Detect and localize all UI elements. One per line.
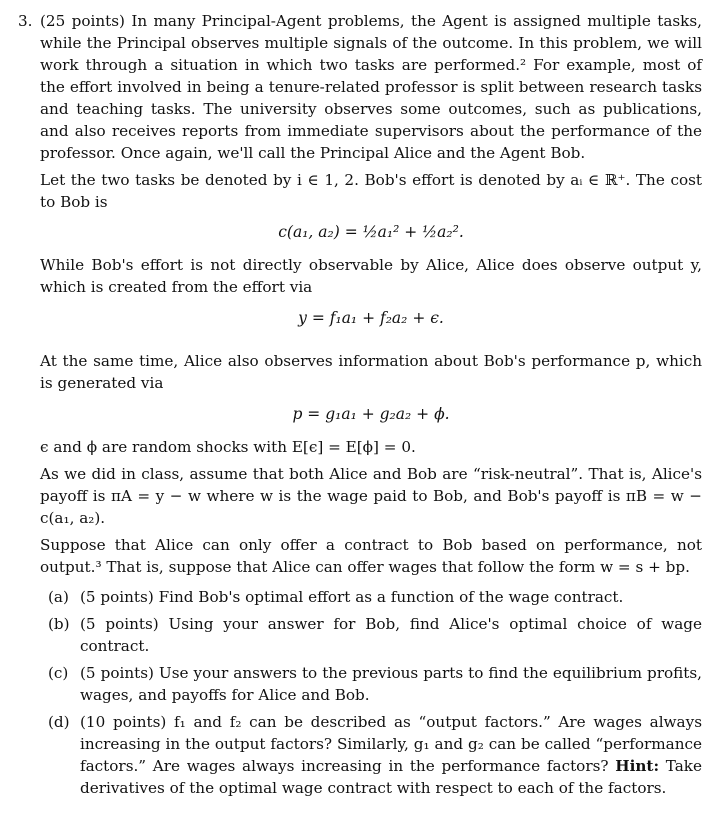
part-label: (b)	[48, 615, 70, 633]
part-text: (10 points) f₁ and f₂ can be described as “output factors.” Are wages always increasing in the output factors? Similarly, g₁ and g₂ can be called “performance factors.” Are wages always increasing in the performance factors?	[80, 713, 702, 775]
hint-text: Take derivatives of the optimal wage contract with respect to each of the factors.	[80, 757, 702, 797]
intro-paragraph: (25 points) In many Principal-Agent problems, the Agent is assigned multiple tasks, while the Principal observes multiple signals of the outcome. In this problem, we will work through a situation in which two tasks are performed.² For example, most of the effort involved in being a tenure-related professor is split between research tasks and teaching tasks. The university observes some outcomes, such as publications, and also receives reports from immediate supervisors about the performance of the professor. Once again, we'll call the Principal Alice and the Agent Bob.	[40, 12, 702, 162]
part-b	[48, 613, 702, 657]
performance-equation: p = g₁a₁ + g₂a₂ + ϕ.	[292, 405, 450, 423]
part-text: (5 points) Using your answer for Bob, find Alice's optimal choice of wage contract.	[80, 615, 702, 655]
output-paragraph: While Bob's effort is not directly observable by Alice, Alice does observe output y, which is created from the effort via	[40, 256, 702, 296]
part-c	[48, 662, 702, 706]
part-label: (a)	[48, 588, 69, 606]
risk-neutral-paragraph: As we did in class, assume that both Alice and Bob are “risk-neutral”. That is, Alice's payoff is πA = y − w where w is the wage paid to Bob, and Bob's payoff is πB = w − c(a₁, a₂).	[40, 465, 702, 527]
shocks-paragraph: ϵ and ϕ are random shocks with E[ϵ] = E[ϕ] = 0.	[40, 438, 416, 456]
part-a	[48, 586, 702, 608]
problem-3	[18, 10, 702, 799]
performance-paragraph: At the same time, Alice also observes information about Bob's performance p, which is generated via	[40, 352, 702, 392]
part-text: (5 points) Use your answers to the previous parts to find the equilibrium profits, wages, and payoffs for Alice and Bob.	[80, 664, 702, 704]
contract-paragraph: Suppose that Alice can only offer a contract to Bob based on performance, not output.³ That is, suppose that Alice can offer wages that follow the form w = s + bp.	[40, 536, 702, 576]
part-text: (5 points) Find Bob's optimal effort as a function of the wage contract.	[80, 588, 624, 606]
part-d	[48, 711, 702, 799]
subparts-list	[40, 586, 702, 799]
tasks-paragraph: Let the two tasks be denoted by i ∈ 1, 2. Bob's effort is denoted by aᵢ ∈ ℝ⁺. The cost to Bob is	[40, 171, 702, 211]
hint-label: Hint:	[615, 757, 660, 775]
part-label: (d)	[48, 713, 70, 731]
part-label: (c)	[48, 664, 69, 682]
spacer	[40, 340, 702, 350]
problem-number: 3.	[18, 12, 33, 30]
output-equation: y = f₁a₁ + f₂a₂ + ϵ.	[298, 309, 444, 327]
cost-equation: c(a₁, a₂) = ½a₁² + ½a₂².	[278, 223, 464, 241]
